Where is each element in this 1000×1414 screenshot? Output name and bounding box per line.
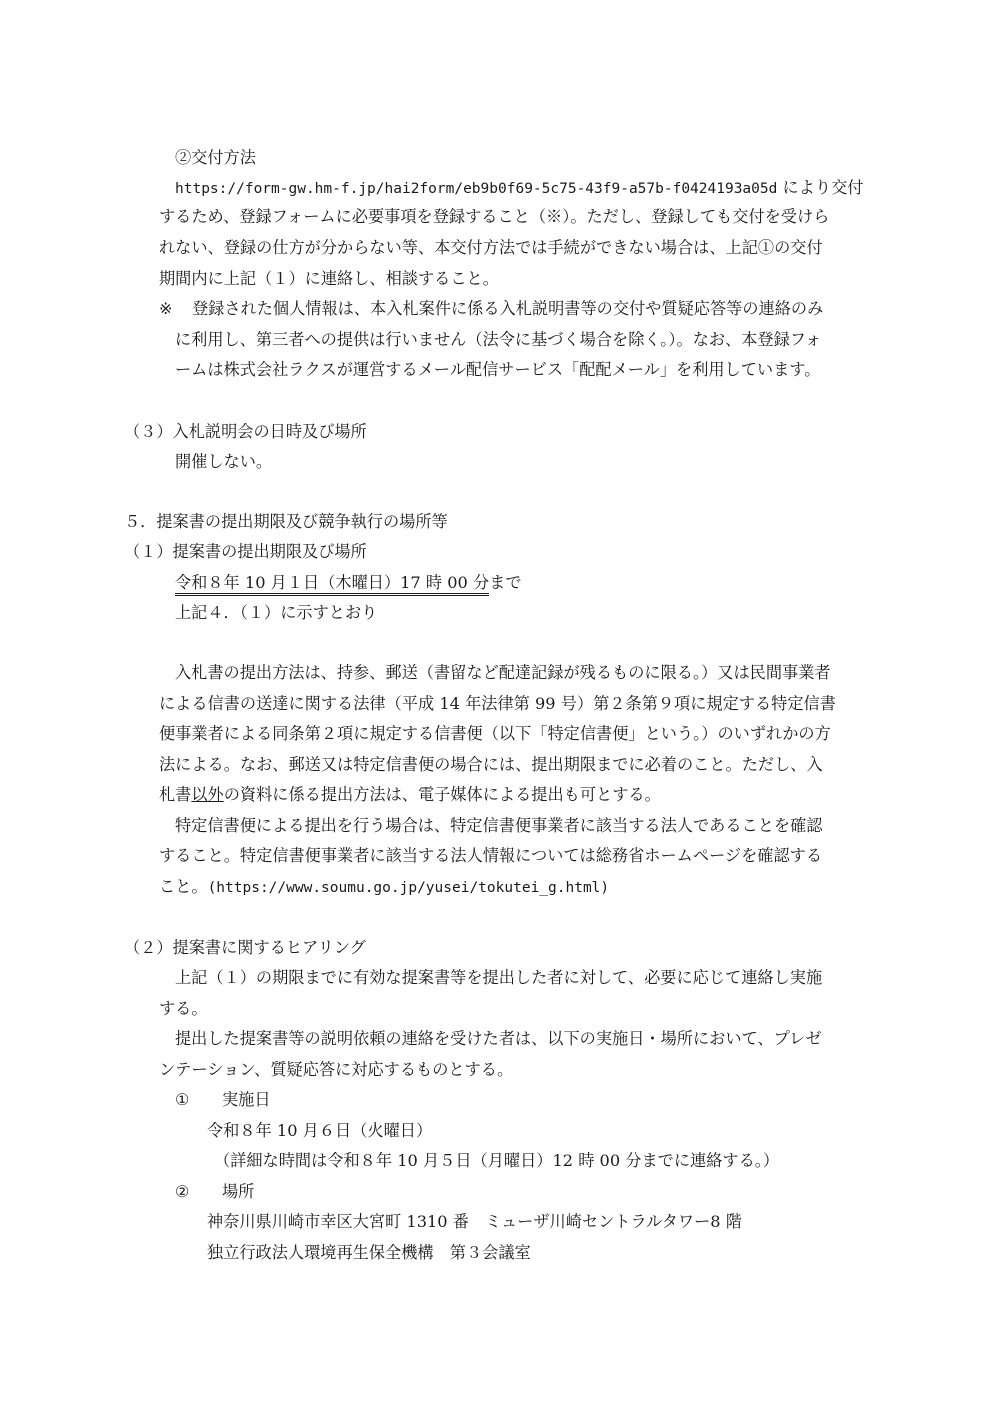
submission-place: 上記４．（１）に示すとおり (175, 603, 378, 622)
submission-deadline-heading: （１）提案書の提出期限及び場所 (124, 542, 367, 561)
text-fragment: こと。 (159, 877, 208, 896)
note-text-line: ームは株式会社ラクスが運営するメール配信サービス「配配メール」を利用しています。 (175, 360, 821, 379)
submission-deadline-line (175, 573, 522, 593)
submission-text-line (159, 785, 661, 805)
delivery-text-line: れない、登録の仕方が分からない等、本交付方法では手続ができない場合は、上記①の交付 (159, 238, 823, 257)
item-1-label: 実施日 (222, 1090, 271, 1109)
submission-text-line: による信書の送達に関する法律（平成 14 年法律第 99 号）第２条第９項に規定する特定信書 (159, 694, 836, 713)
note-mark: ※ (159, 299, 173, 318)
hearing-time-note: （詳細な時間は令和８年 10 月５日（月曜日）12 時 00 分までに連絡する。） (214, 1151, 780, 1170)
courier-text-line: 特定信書便による提出を行う場合は、特定信書便事業者に該当する法人であることを確認 (175, 816, 823, 835)
hearing-text-line: ンテーション、質疑応答に対応するものとする。 (159, 1060, 514, 1079)
delivery-url-suffix: により交付 (782, 178, 864, 197)
text-fragment: 札書 (159, 785, 192, 804)
registration-form-url[interactable]: https://form-gw.hm-f.jp/hai2form/eb9b0f69-5c75-43f9-a57b-f0424193a05d (175, 181, 778, 197)
hearing-date: 令和８年 10 月６日（火曜日） (207, 1121, 433, 1140)
underlined-text: 以外 (191, 785, 224, 804)
delivery-text-line: するため、登録フォームに必要事項を登録すること（※）。ただし、登録しても交付を受けら (159, 207, 830, 226)
delivery-text-line: 期間内に上記（１）に連絡し、相談すること。 (159, 269, 499, 288)
item-2-mark: ② (175, 1182, 190, 1201)
briefing-body: 開催しない。 (175, 452, 273, 471)
hearing-text-line: 提出した提案書等の説明依頼の連絡を受けた者は、以下の実施日・場所において、プレゼ (175, 1029, 822, 1048)
submission-deadline-date: 令和８年 10 月１日（木曜日）17 時 00 分 (175, 573, 489, 596)
submission-text-line: 法による。なお、郵送又は特定信書便の場合には、提出期限までに必着のこと。ただし、入 (159, 755, 823, 774)
briefing-heading: （３）入札説明会の日時及び場所 (124, 422, 367, 441)
item-2-label: 場所 (222, 1182, 255, 1201)
hearing-text-line: する。 (159, 999, 208, 1018)
soumu-url[interactable]: (https://www.soumu.go.jp/yusei/tokutei_g.html) (207, 880, 610, 896)
delivery-url-line (175, 178, 863, 199)
hearing-heading: （２）提案書に関するヒアリング (124, 938, 366, 957)
item-1-mark: ① (175, 1090, 190, 1109)
note-text-line: 登録された個人情報は、本入札案件に係る入札説明書等の交付や質疑応答等の連絡のみ (192, 299, 824, 318)
courier-text-line: すること。特定信書便事業者に該当する法人情報については総務省ホームページを確認する (159, 846, 823, 865)
hearing-room: 独立行政法人環境再生保全機構 第３会議室 (207, 1243, 531, 1262)
submission-text-line: 便事業者による同条第２項に規定する信書便（以下「特定信書便」という。）のいずれかの方 (159, 724, 831, 743)
section-5-heading: ５．提案書の提出期限及び競争執行の場所等 (124, 512, 448, 531)
note-text-line: に利用し、第三者への提供は行いません（法令に基づく場合を除く。）。なお、本登録フォ (175, 330, 822, 349)
text-fragment: の資料に係る提出方法は、電子媒体による提出も可とする。 (223, 785, 661, 804)
hearing-text-line: 上記（１）の期限までに有効な提案書等を提出した者に対して、必要に応じて連絡し実施 (175, 968, 823, 987)
deadline-suffix: まで (489, 573, 522, 592)
delivery-method-heading: ②交付方法 (175, 148, 256, 167)
hearing-address: 神奈川県川崎市幸区大宮町 1310 番 ミューザ川崎セントラルタワー8 階 (207, 1212, 742, 1231)
submission-text-line: 入札書の提出方法は、持参、郵送（書留など配達記録が残るものに限る。）又は民間事業者 (175, 663, 831, 682)
courier-text-line (159, 877, 609, 898)
